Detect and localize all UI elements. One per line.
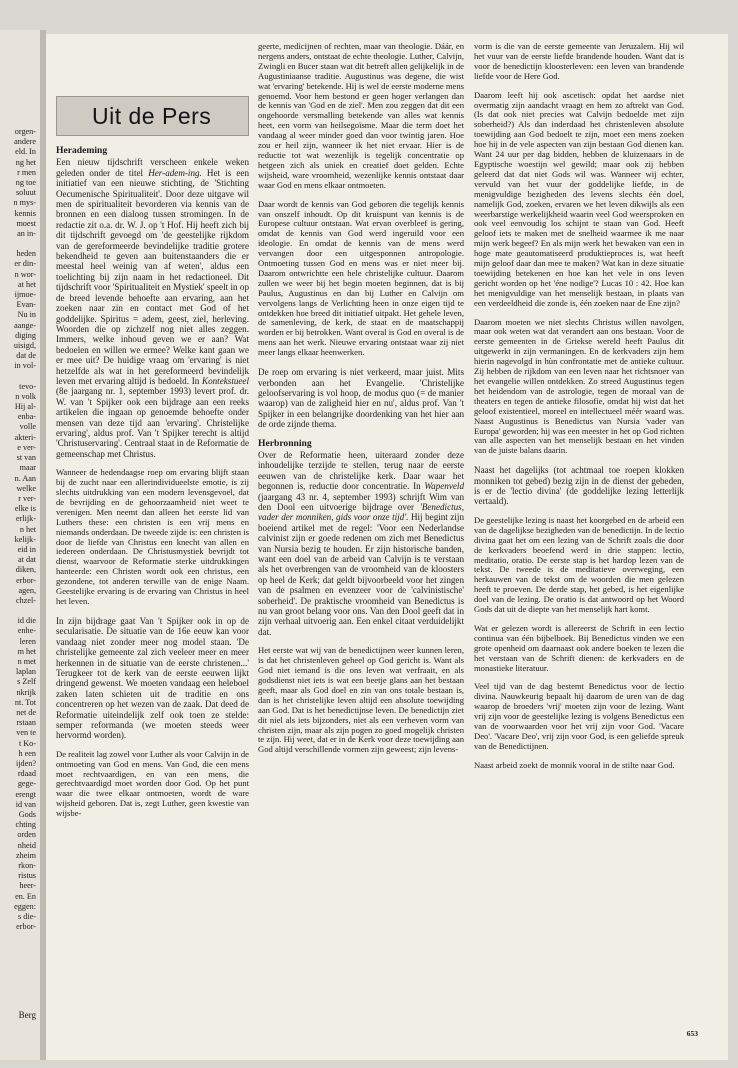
margin-fragment: erbor-: [16, 922, 36, 932]
margin-fragment: er din-: [14, 259, 36, 269]
margin-fragment: ijmoe-: [14, 290, 36, 300]
margin-fragment: r men: [17, 167, 36, 177]
quote-paragraph: Het eerste wat wij van de benedictijnen weer kunnen leren, is dat het christenleven geheel op God gericht is. Want als God niet iemand is die ons leven wat verfraait, en als godsdienst niet iets is wat een beetje glans aan het bestaan geeft, maar als God doel en zin van ons totale bestaan is, dan is het christelijke leven altijd een absolute toewijding aan God. Dat is het benedictijnse leven. De benedictijn ziet dit niel als iets bijzonders, niet als een verheven vorm van christen zijn, maar als zijn pogen zo goed mogelijk christen te zijn. Hij weet, dat er in de Kerk voor deze toewijding aan God altijd verschillende vormen zijn geweest; zijn levens-: [258, 645, 464, 755]
margin-fragment: r ver-: [18, 493, 36, 503]
margin-fragments-low: [0, 382, 40, 606]
margin-fragment: in vol-: [14, 361, 36, 371]
margin-fragment: zheim: [15, 850, 36, 860]
margin-fragment: erengt: [15, 789, 36, 799]
margin-fragment: m het: [17, 646, 36, 656]
margin-fragment: volle: [19, 422, 36, 432]
quote-paragraph: geerte, medicijnen of rechten, maar van theologie. Dáár, en nergens anders, ontstaat de echte theologie. Luther, Calvijn, Zwingli en Bucer staan wat dit betreft allen gelijkelijk in de Augustiniaanse traditie. Augustinus was degene, die wist wat 'ervaring' betekende. Hij is wel de eerste moderne mens genoemd. Voor hem bestond er geen hoger verlangen dan de kennis van 'God en de ziel'. Men zou zeggen dat dit een ongehoorde versmalling betekende van alles wat kennis heet, een vorm van heilsegoïsme. Maar die term doet het vandaag al weer minder goed dan voor twintig jaren. Hoe zou er heil zijn, wanneer ik het niet ervaar. Hier is de reductie tot wat wezenlijk is tegelijk concentratie op hetgeen zich als uniek en creatief doet gelden. Echte wijsheid, ware vroomheid, wezenlijke kennis ontstaat daar waar God en mens elkaar ontmoeten.: [258, 41, 464, 190]
paragraph: De roep om ervaring is niet verkeerd, maar juist. Mits verbonden aan het Evangelie. 'Christelijke geloofservaring is vol hoop, de modus quo (= de manier waarop) van de zaligheid hier en nu', aldus prof. Van 't Spijker in een belangrijke doordenking van het hier aan de orde zijnde thema.: [258, 367, 464, 430]
margin-fragment: Evan-: [16, 300, 36, 310]
margin-fragment: e ver-: [17, 442, 36, 452]
margin-fragment: dat de: [16, 351, 36, 361]
margin-fragment: leren: [19, 636, 36, 646]
margin-fragment: enhe-: [17, 626, 36, 636]
margin-fragment: eggen:: [14, 901, 36, 911]
margin-fragment: kennis: [14, 208, 36, 218]
quote-paragraph: Naast arbeid zoekt de monnik vooral in de stilte naar God.: [474, 759, 675, 770]
margin-fragment: n mys-: [13, 198, 36, 208]
margin-fragment: rstaan: [16, 718, 36, 728]
paragraph: Naast het dagelijks (tot achtmaal toe roepen klokken monniken tot gebed) bezig zijn in de dienst der gebeden, is er de 'lectio divina' (de goddelijke lezing letterlijk vertaald).: [474, 465, 684, 507]
margin-fragment: chting: [15, 820, 36, 830]
heading-herademing: Herademing: [56, 145, 108, 156]
quote-paragraph: Daarom moeten we niet slechts Christus willen navolgen, maar ook weten wat dat verandert aan ons bestaan. Voor de eerste gemeenten in de Griekse wereld heeft Paulus dit uitgewerkt in zijn vermaningen. En de kerkvaders zijn hem hierin nagevolgd in hùn confrontatie met de antieke cultuur. Zij hebben de rijkdom van een leven naar het richtsnoer van het evangelie willen ontdekken. Zo streed Augustinus tegen het heidendom van de astrologie, tegen de moraal van de theaters en tegen de antieke filosofie, omdat hij wist dat het geloof existentieel, moreel en intellectueel méér waard was. Naast Augustinus is Benedictus van Nursia 'vader van Europa' geworden; hij was een meester in het op God richten van alle aspecten van het menselijk bestaan en het vinden van de juiste balans daarin.: [474, 316, 684, 456]
margin-fragment: tevo-: [19, 381, 36, 391]
margin-fragment: welke: [16, 483, 36, 493]
margin-fragment: soluut: [15, 188, 36, 198]
margin-fragment: erlijk-: [15, 514, 36, 524]
margin-fragment: n. Aan: [14, 473, 36, 483]
margin-fragment: nheid: [17, 840, 36, 850]
margin-fragment: gege-: [17, 779, 36, 789]
margin-fragment: elke is: [14, 504, 36, 514]
margin-fragment: rkon-: [18, 861, 36, 871]
margin-fragment: moest: [16, 218, 36, 228]
margin-fragment: diging: [15, 330, 36, 340]
margin-fragment: Hij al-: [14, 402, 36, 412]
margin-fragment: an in-: [17, 229, 36, 239]
margin-fragment: eid in: [17, 544, 36, 554]
margin-fragment: Nu in: [17, 310, 36, 320]
margin-fragment: orgen-: [14, 127, 36, 136]
margin-fragment: s Zelf: [17, 677, 36, 687]
margin-fragment: ng toe: [15, 178, 36, 188]
margin-fragment: heer-: [19, 881, 36, 891]
magazine-page: [46, 34, 728, 1060]
quote-paragraph: De realiteit lag zowel voor Luther als voor Calvijn in de ontmoeting van God en mens. Van God, die een mens moet rechtvaardigen, en van een mens, die gerechtvaardigd moet worden door God. Op het punt waar die twee elkaar ontmoeten, wordt de ware wijsheid geboren. Dat is, zegt Luther, geen kwestie van wijsbe-: [56, 748, 249, 819]
column-2: [258, 42, 464, 764]
margin-fragment: id van: [15, 799, 36, 809]
margin-fragment: en. En: [15, 891, 36, 901]
margin-fragment: heden: [16, 249, 36, 259]
margin-fragment: Gods: [18, 810, 36, 819]
margin-fragment: n het: [19, 524, 36, 534]
margin-fragment: nkrijk: [16, 687, 36, 697]
margin-fragment: maar: [19, 463, 36, 473]
heading-herbronning: Herbronning: [258, 437, 312, 449]
margin-fragment: nt. Tot: [14, 697, 36, 707]
margin-fragment: n wor-: [14, 269, 36, 279]
margin-fragment: ristus: [18, 871, 36, 881]
paragraph: Over de Reformatie heen, uiteraard zonder deze inhoudelijke terzijde te stellen, terug naar de eerste eeuwen van de christelijke kerk. Daar waar het begonnen is, reductie door concentratie. In Wapenveld (jaargang 43 nr. 4, september 1993) schrijft Wim van den Dool een uitvoerige bijdrage over 'Benedictus, vader der monniken, gids voor onze tijd'. Hij begint zijn boeiend artikel met de regel: 'Voor een Nederlandse calvinist zijn er goede redenen om zich met Benedictus van Nursia bezig te houden. Er zijn historische banden, want een doel van de arbeid van Calvijn is te verstaan als het overbrengen van de vroomheid van de kloosters op heel de Kerk; dat geldt bijvoorbeeld voor het zingen van de psalmen en evenzeer voor de 'calvinistische' soberheid'. De praktische vroomheid van Benedictus is nu van groot belang voor ons. Van den Dool geeft dat in zijn verhaal uitvoerig aan. Een enkel citaat verduidelijkt dat.: [258, 449, 464, 637]
margin-fragment: h een: [18, 748, 36, 758]
margin-fragment: s die-: [18, 912, 36, 922]
margin-fragment: n met: [17, 656, 36, 666]
margin-fragment: n volk: [15, 391, 36, 401]
margin-fragment: uisigd,: [13, 341, 36, 351]
quote-paragraph: Wanneer de hedendaagse roep om ervaring blijft staan bij de zucht naar een allerindividueelste emotie, is zij slechts uitdrukking van een modern levensgevoel, dat de bevrijding en de gehoorzaamheid niet weet te verenigen. Men neemt dan alleen het eerste lid van Luthers these: een christen is een vrij mens en niemands onderdaan. De tweede zijde is: een christen is door de liefde van Christus een knecht van allen en iedereen onderdaan. De Christusmystiek bevrijdt tot dienst, waarvoor de Reformatie sterke uitdrukkingen hanteerde: een Christen wordt ook een christus, een gezondene, tot anderen terwille van de enige Naam. Geestelijke ervaring is de ervaring van Christus in heel het leven.: [56, 467, 249, 606]
margin-fragment: ijden?: [15, 758, 36, 768]
quote-paragraph: Wat er gelezen wordt is allereerst de Schrift in een lectio continua van één bijbelboek. Bij Benedictus vinden we een grote openheid om daarnaast ook andere boeken te lezen die het verstaan van de Schrift dienen: de kerkvaders en de monastieke literatuur.: [474, 622, 684, 673]
section-banner: [56, 96, 249, 136]
quote-paragraph: De geestelijke lezing is naast het koorgebed en de arbeid een van de dagelijkse bezigheden van de benedictijn. In de lectio divina gaat het om een lezing van de Schrift zoals die door de kerkvaders beoefend werd in drie stappen: lectio, meditatio, oratio. De eerste stap is het hardop lezen van de tekst. De tweede is de meditatieve overweging, een herkauwen van de tekst om de woorden die men gelezen heeft te proeven. De derde stap, het gebed, is het eigenlijke doel van de lezing. De oratio is dat antwoord op het Woord Gods dat uit de diepte van het menselijk hart komt.: [474, 514, 684, 615]
margin-fragment: diken,: [15, 565, 36, 575]
margin-fragments-bottom: [0, 616, 40, 932]
margin-fragment: laplan: [15, 667, 36, 677]
margin-fragments-mid: [0, 249, 40, 371]
margin-fragment: net de: [16, 707, 36, 717]
quote-paragraph: vorm is die van de eerste gemeente van Jeruzalem. Hij wil het vuur van de eerste liefde brandende houden. Want dat is voor de benedictijn kloosterleven: een leven van brandende liefde voor de Here God.: [474, 41, 684, 81]
margin-fragment: t Ko-: [18, 738, 36, 748]
section-title: Uit de Pers: [92, 103, 212, 129]
margin-fragment: at dat: [18, 555, 36, 565]
margin-fragment: at het: [18, 279, 36, 289]
margin-fragment: chzel-: [16, 595, 36, 605]
previous-page-margin: [0, 30, 42, 1060]
margin-fragment: rdaad: [17, 769, 36, 779]
margin-fragment: eld. In: [15, 147, 36, 157]
paragraph: Een nieuw tijdschrift verscheen enkele weken geleden onder de titel Her-adem-ing. Het is een initiatief van een nieuwe stichting, de 'Stichting Oecumenische Spiritualiteit'. Door deze uitgave wil men de spiritualiteit bevorderen via kennis van de bronnen en een dialoog tussen stromingen. In de redactie zit o.a. dr. W. J. op 't Hof. Hij heeft zich bij dit tijdschrift gevoegd om 'de geestelijke rijkdom van de gereformeerde bevindelijke traditie grotere bekendheid te geven aan buitenstaanders die er meestal heel weinig van af weten', aldus een toelichting bij zijn naam in het redactioneel. Dit tijdschrift voor 'Spiritualiteit en Mystiek' speelt in op de breed levende behoefte aan ervaring, aan het zoeken naar zin en contact met God of het goddelijke. Spiritus = adem, geest, ziel, herleving. Woorden die op zichzelf nog niet alles zeggen. Immers, welke inhoud geven we er aan? Wat bedoelen en willen we ermee? Welke kant gaan we er mee uit? De huidige vraag om 'ervaring' is niet hetzelfde als wat in het gereformeerd bevindelijk leven met ervaring altijd is bedoeld. In Kontekstueel (8e jaargang nr. 1, september 1993) levert prof. dr. W. van 't Spijker ook een bijdrage aan een reeks artikelen die ingaan op genoemde behoefte onder mensen van deze tijd aan 'ervaring'. Christelijke ervaring', aldus prof. Van 't Spijker terecht is altijd 'Christuservaring'. Centraal staat in de Reformatie de gemeenschap met Christus.: [56, 157, 249, 459]
paragraph: In zijn bijdrage gaat Van 't Spijker ook in op de secularisatie. De situatie van de 16e eeuw kan voor vandaag niet zonder meer nog model staan. 'De christelijke gemeente zal zich veeleer meer en meer herkennen in de situatie van de eerste christenen...' Terugkeer tot de kerk van de eerste eeuwen lijkt dringend gewenst. We moeten vandaag een heleboel zaken laten schieten uit de traditie en ons concentreren op het wezen van de zaak. Dat deed de Reformatie uiteindelijk zelf ook toen ze stelde: semper reformanda (we moeten steeds weer hervormd worden).: [56, 615, 249, 741]
page-number: 653: [686, 1029, 698, 1038]
margin-fragment: orden: [17, 830, 36, 840]
margin-fragments-top: [0, 127, 40, 239]
margin-fragment: akteri-: [14, 432, 36, 442]
margin-fragment: aange-: [14, 320, 36, 330]
margin-fragment: st van: [16, 453, 36, 463]
margin-fragment: erbor-: [16, 575, 36, 585]
quote-paragraph: Veel tijd van de dag bestemt Benedictus voor de lectio divina. Nauwkeurig bepaalt hij daarom de uren van de dag waarop de broeders 'vrij' moeten zijn voor de lezing. Want vrij zijn voor de geestelijke lezing is volgens Benedictus een van de voorwaarden voor het vrij zijn voor God. 'Vacare Deo'. 'Vacare Deo', vrij zijn voor God, is een geliefde spreuk van de Benedictijnen.: [474, 681, 684, 751]
quote-paragraph: Daarom leeft hij ook ascetisch: opdat het aardse niet overmatig zijn aandacht vraagt en hem zo aftrekt van God. (Is dat ook niet precies wat Calvijn bedoelde met zijn soberheid?) Als dan inderdaad het christenleven absolute toewijding aan God bedoelt te zijn, moet een mens zoeken hoe hij in de vele aspecten van zijn bestaan God dienen kan. Want 24 uur per dag bidden, hebben de kluizenaars in de Egyptische woestijn wel gewild; maar ook zij hebben geleerd dat dat niet Gods wil was. Wanneer wij echter, vervuld van het vuur der goddelijke liefde, in de menigvuldige bezigheden des levens slechts één doel, namelijk God, zoeken, ervaren we het leven dikwijls als een weerbarstige werkelijkheid waarin veel God weersproken en ook veel eenvoudig los schijnt te staan van God. Heeft geloof iets te maken met de snelheid waarmee ik me naar mijn werk begeef? En als mijn werk het bewaken van een in hoge mate geautomatiseerd produktieproces is, wat heeft mijn geloof daar dan mee te maken? Wat kan in deze situatie toewijding betekenen en hoe kan het vele in ons leven gericht worden op het 'éne nodige'? Lucas 10 : 42. Hoe kan het menigvuldige van het menselijk bestaan, in plaats van een verdeeldheid die zonde is, één zoeken naar de Ene zijn?: [474, 89, 684, 308]
margin-fragment: agen,: [18, 585, 36, 595]
margin-fragment: ng het: [15, 157, 36, 167]
margin-fragment: id die: [17, 616, 36, 626]
margin-fragment: andere: [14, 137, 36, 147]
margin-signature: Berg: [18, 1010, 36, 1020]
column-3: [474, 42, 684, 780]
margin-fragment: enba-: [17, 412, 36, 422]
margin-fragment: ven te: [16, 728, 36, 738]
column-1: [56, 144, 249, 828]
quote-paragraph: Daar wordt de kennis van God geboren die tegelijk kennis van onszelf inhoudt. Op dit kruispunt van kennis is de Europese cultuur ontstaan. Wat ervan overbleef is gering, omdat de kennis van God werd ingeruild voor een ideologie. En omdat de kennis van de mens werd vervangen door een uitgesponnen antropologie. Ontmoeting tussen God en mens was er niet meer bij. Daarom ontwrichtte een hele christelijke cultuur. Daarom zullen we weer bij het begin moeten beginnen, dat is bij Paulus, Augustinus en dan bij Luther en Calvijn om vervolgens langs de Verlichting heen in onze eigen tijd te ontdekken hoe breed dit initiatief uitpakt. Het gehele leven, de samenleving, de kerk, de staat en de maatschappij worden er bij betrokken. Want overal is God en overal is de mens aan het werk. Nieuwe ervaring ontstaat waar zij niet meer langs elkaar heenwerken.: [258, 198, 464, 358]
margin-fragment: kelijk-: [14, 534, 36, 544]
